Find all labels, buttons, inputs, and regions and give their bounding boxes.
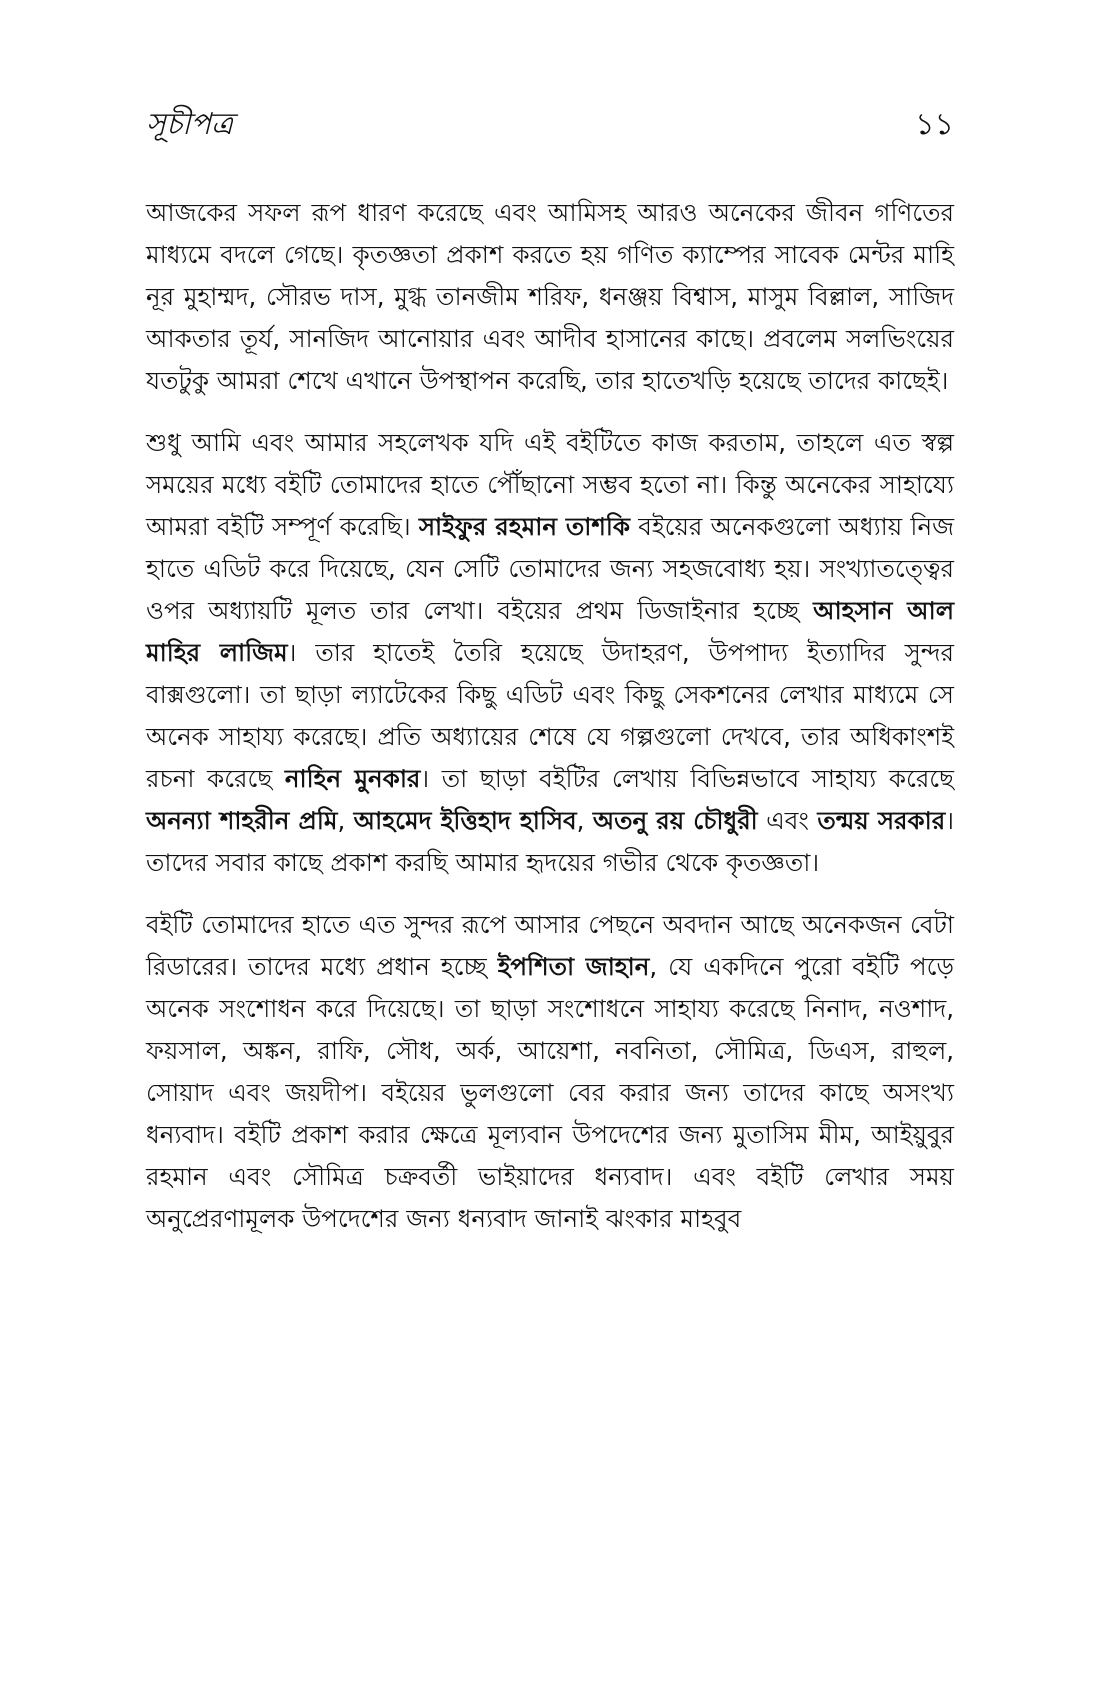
- contributor-name: আহসান আল মাহির লাজিম: [146, 596, 954, 667]
- paragraph: [146, 192, 954, 402]
- contributor-name: আহমেদ ইত্তিহাদ হাসিব: [353, 806, 577, 835]
- paragraph: [146, 904, 954, 1240]
- text-segment: । তাদের সবার কাছে প্রকাশ করছি আমার হৃদয়ের গভীর থেকে কৃতজ্ঞতা।: [146, 806, 954, 877]
- contributor-name: অতনু রয় চৌধুরী: [592, 806, 758, 835]
- page-header: [146, 100, 954, 150]
- text-segment: এবং: [757, 806, 818, 835]
- paragraph: [146, 422, 954, 884]
- body-text: [146, 192, 954, 1260]
- text-segment: ,: [576, 806, 593, 835]
- text-segment: আজকের সফল রূপ ধারণ করেছে এবং আমিসহ আরও অনেকের জীবন গণিতের মাধ্যমে বদলে গেছে। কৃতজ্ঞতা প্রকাশ করতে হয় গণিত ক্যাম্পের সাবেক মেন্টর মাহি নূর মুহাম্মদ, সৌরভ দাস, মুগ্ধ তানজীম শরিফ, ধনঞ্জয় বিশ্বাস, মাসুম বিল্লাল, সাজিদ আকতার তূর্য, সানজিদ আনোয়ার এবং আদীব হাসানের কাছে। প্রবলেম সলভিংয়ের যতটুকু আমরা শেখে এখানে উপস্থাপন করেছি, তার হাতেখড়ি হয়েছে তাদের কাছেই।: [146, 198, 954, 395]
- contributor-name: সাইফুর রহমান তাশকি: [418, 512, 631, 541]
- text-segment: । তা ছাড়া বইটির লেখায় বিভিন্নভাবে সাহায্য করেছে: [420, 764, 955, 793]
- page-number: ১১: [915, 107, 954, 142]
- contributor-name: ইপশিতা জাহান: [497, 952, 650, 981]
- text-segment: বইটি তোমাদের হাতে এত সুন্দর রূপে আসার পেছনে অবদান আছে অনেকজন বেটা রিডারের। তাদের মধ্যে প্রধান হচ্ছে: [146, 910, 954, 981]
- running-title: সূচীপত্র: [146, 107, 233, 142]
- contributor-name: অনন্যা শাহরীন প্রমি: [146, 806, 338, 835]
- text-segment: । তার হাতেই তৈরি হয়েছে উদাহরণ, উপপাদ্য ইত্যাদির সুন্দর বাক্সগুলো। তা ছাড়া ল্যাটেকের কিছু এডিট এবং কিছু সেকশনের লেখার মাধ্যমে সে অনেক সাহায্য করেছে। প্রতি অধ্যায়ের শেষে যে গল্পগুলো দেখবে, তার অধিকাংশই রচনা করেছে: [146, 638, 954, 793]
- text-segment: , যে একদিনে পুরো বইটি পড়ে অনেক সংশোধন করে দিয়েছে। তা ছাড়া সংশোধনে সাহায্য করেছে নিনাদ, নওশাদ, ফয়সাল, অঙ্কন, রাফি, সৌধ, অর্ক, আয়েশা, নবনিতা, সৌমিত্র, ডিএস, রাহুল, সোয়াদ এবং জয়দীপ। বইয়ের ভুলগুলো বের করার জন্য তাদের কাছে অসংখ্য ধন্যবাদ। বইটি প্রকাশ করার ক্ষেত্রে মূল্যবান উপদেশের জন্য মুতাসিম মীম, আইয়ুবুর রহমান এবং সৌমিত্র চক্রবর্তী ভাইয়াদের ধন্যবাদ। এবং বইটি লেখার সময় অনুপ্রেরণামূলক উপদেশের জন্য ধন্যবাদ জানাই ঝংকার মাহবুব: [146, 952, 955, 1233]
- contributor-name: নাহিন মুনকার: [284, 764, 421, 793]
- contributor-name: তন্ময় সরকার: [817, 806, 946, 835]
- text-segment: বইয়ের অনেকগুলো অধ্যায় নিজ হাতে এডিট করে দিয়েছে, যেন সেটি তোমাদের জন্য সহজবোধ্য হয়। সংখ্যাতত্ত্বের ওপর অধ্যায়টি মূলত তার লেখা। বইয়ের প্রথম ডিজাইনার হচ্ছে: [146, 512, 954, 625]
- text-segment: শুধু আমি এবং আমার সহলেখক যদি এই বইটিতে কাজ করতাম, তাহলে এত স্বল্প সময়ের মধ্যে বইটি তোমাদের হাতে পৌঁছানো সম্ভব হতো না। কিন্তু অনেকের সাহায্যে আমরা বইটি সম্পূর্ণ করেছি।: [146, 428, 954, 541]
- text-segment: ,: [337, 806, 354, 835]
